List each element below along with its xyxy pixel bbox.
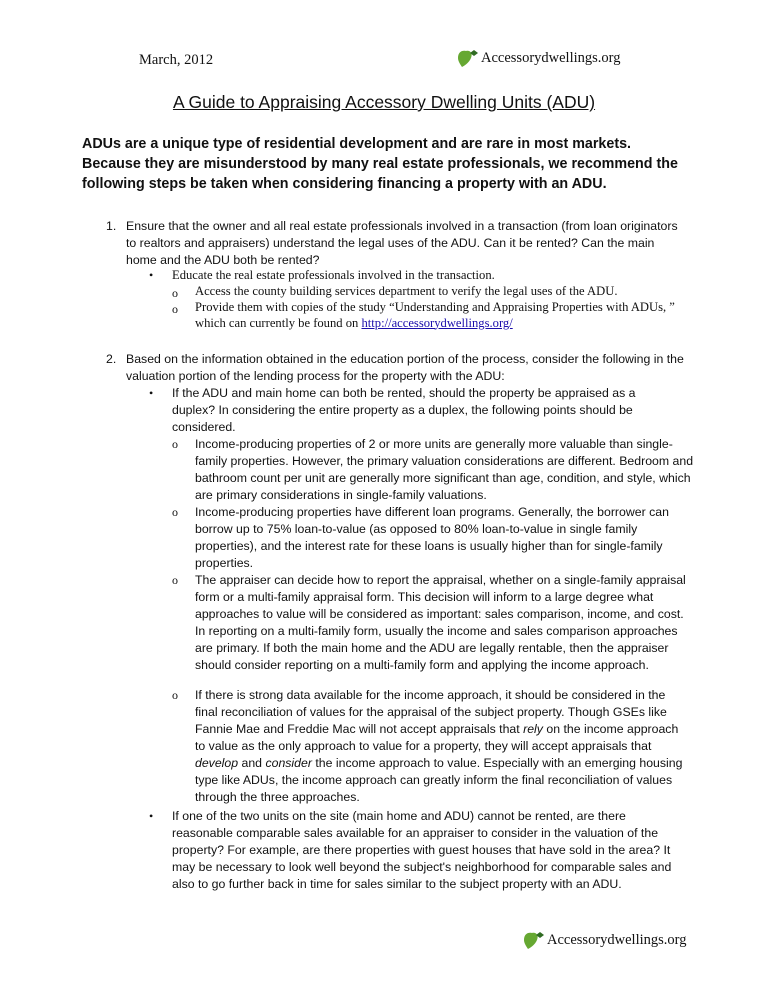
- header-site-name: Accessorydwellings.org: [481, 49, 621, 66]
- sub-4-text-b: on the income approach to value as the only approach to value for a property, they will accept appraisals that: [195, 722, 679, 753]
- step-2-sub-4: [195, 687, 690, 806]
- circle-bullet-icon: o: [172, 688, 178, 702]
- sub-4-emphasis-rely: rely: [523, 722, 543, 736]
- step-2-bullet-1: If the ADU and main home can both be rented, should the property be appraised as a duplex? In considering the entire property as a duplex, the following points should be considered.: [172, 386, 636, 434]
- sub-4-emphasis-consider: consider: [265, 756, 312, 770]
- footer-site-name: Accessorydwellings.org: [547, 931, 687, 948]
- step-2-sub-2: Income-producing properties have different loan programs. Generally, the borrower can borrow up to 75% loan-to-value (as opposed to 80% loan-to-value in single family properties), and the interest rate for these loans is usually higher than for single-family properties.: [195, 505, 669, 570]
- circle-bullet-icon: o: [172, 302, 178, 316]
- circle-bullet-icon: o: [172, 437, 178, 451]
- step-2-sub-1: Income-producing properties of 2 or more units are generally more valuable than single-family properties. However, the primary valuation considerations are different. Bedroom and bathroom count per unit are generally more significant than age, condition, and style, which are primary considerations in single-family valuations.: [195, 437, 694, 502]
- bullet-icon: •: [149, 386, 154, 400]
- sub-4-text-c: the income approach to value. Especially with an emerging housing type like ADUs, the income approach can greatly inform the final reconciliation of values through the three approaches.: [195, 756, 683, 804]
- leaf-logo-icon: [522, 930, 546, 950]
- header-brand: [456, 48, 620, 68]
- circle-bullet-icon: o: [172, 573, 178, 587]
- intro-paragraph: ADUs are a unique type of residential development and are rare in most markets. Because they are misunderstood by many real estate professionals, we recommend the following steps be taken when considering financing a property with an ADU.: [82, 136, 678, 192]
- accessorydwellings-link[interactable]: http://accessorydwellings.org/: [361, 315, 513, 330]
- document-title: A Guide to Appraising Accessory Dwelling Units (ADU): [172, 92, 596, 112]
- step-2-bullet-2: If one of the two units on the site (main home and ADU) cannot be rented, are there reasonable comparable sales available for an appraiser to consider in the valuation of the property? For example, are there properties with guest houses that have sold in the area? It may be necessary to look well beyond the subject's neighborhood for comparable sales and also to go further back in time for sales similar to the subject property with an ADU.: [172, 809, 672, 891]
- sub-4-text-a: If there is strong data available for the income approach, it should be considered in the final reconciliation of values for the appraisal of the subject property. Though GSEs like Fannie Mae and Freddie Mac will not accept appraisals that: [195, 688, 667, 736]
- bullet-icon: •: [149, 268, 154, 282]
- sub-4-text-and: and: [241, 756, 263, 770]
- step-1-sub-2-text: Provide them with copies of the study “Understanding and Appraising Properties with ADUs, ” which can currently be found on: [195, 300, 675, 330]
- leaf-logo-icon: [456, 48, 480, 68]
- step-2-number: 2.: [106, 352, 117, 366]
- step-1-text: Ensure that the owner and all real estate professionals involved in a transaction (from loan originators to realtors and appraisers) understand the legal uses of the ADU. Can it be rented? Can the main home and the ADU both be rented?: [126, 219, 678, 267]
- bullet-icon: •: [149, 809, 154, 823]
- step-1-sub-2: [195, 300, 675, 331]
- step-1-sub-1: Access the county building services department to verify the legal uses of the ADU.: [195, 284, 618, 298]
- circle-bullet-icon: o: [172, 505, 178, 519]
- circle-bullet-icon: o: [172, 286, 178, 300]
- step-2-text: Based on the information obtained in the education portion of the process, consider the following in the valuation portion of the lending process for the property with the ADU:: [126, 352, 684, 383]
- document-date: March, 2012: [139, 52, 214, 68]
- step-1-number: 1.: [106, 219, 117, 233]
- step-1-bullet: Educate the real estate professionals involved in the transaction.: [172, 268, 495, 282]
- step-2-sub-3: The appraiser can decide how to report the appraisal, whether on a single-family appraisal form or a multi-family appraisal form. This decision will inform to a large degree what approaches to value will be considered as important: sales comparison, income, and cost. In reporting on a multi-family form, usually the income and sales comparison approaches are primary. If both the main home and the ADU are legally rentable, then the appraiser should consider reporting on a multi-family form and applying the income approach.: [195, 573, 686, 672]
- sub-4-emphasis-develop: develop: [195, 756, 239, 770]
- footer-brand: [522, 930, 686, 950]
